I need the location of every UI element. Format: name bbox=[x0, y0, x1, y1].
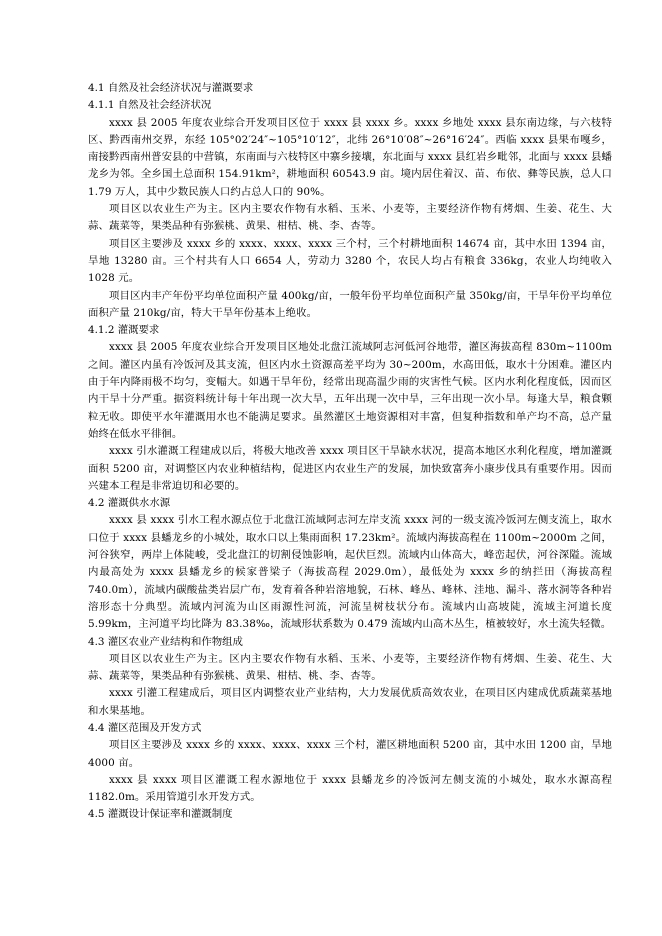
heading-4-2: 4.2 灌溉供水水源 bbox=[88, 497, 171, 510]
para-location: xxxx 县 2005 年度农业综合开发项目区位于 xxxx 县 xxxx 乡。xxxx 乡地处 xxxx 县东南边缘，与六枝特区、黔西南州交界，东经 105°02′24″~105°10′12″，北纬 26°10′08″~26°16′24″。西临 xxxx 县果布嘎乡，南接黔西南州普安县的中营镇，东南面与六枝特区中寨乡接壤，东北面与 xxxx 县红岩乡毗邻，北面与 xxxx 县蟠龙乡为邻。全乡国土总面积 154.91km²，耕地面积 60543.9 亩。境内居住着汉、苗、布依、彝等民族，总人口 1.79 万人，其中少数民族人口约占总人口的 90%。 bbox=[88, 116, 612, 198]
para-crops: 项目区以农业生产为主。区内主要农作物有水稻、玉米、小麦等，主要经济作物有烤烟、生姜、花生、大蒜、蔬菜等，果类品种有弥猴桃、黄果、柑桔、桃、李、杏等。 bbox=[88, 652, 612, 683]
para-scope: 项目区主要涉及 xxxx 乡的 xxxx、xxxx、xxxx 三个村，灌区耕地面积 5200 亩，其中水田 1200 亩，旱地 4000 亩。 bbox=[88, 739, 612, 769]
para-irrigation-need: xxxx 县 2005 年度农业综合开发项目区地处北盘江流域阿志河低河谷地带，灌区海拔高程 830m~1100m 之间。灌区内虽有冷饭河及其支流，但区内水土资源高差平均为 30~200m，水高田低，取水十分困难。灌区内由于年内降雨极不均匀，变幅大。如遇干旱年份，经常出现高温少雨的灾害性气候。区内水利化程度低，因而区内干旱十分严重。据资料统计每十年出现一次大旱，五年出现一次中旱，三年出现一次小旱。每逢大旱，粮食颗粒无收。即使平水年灌溉用水也不能满足要求。虽然灌区土地资源相对丰富，但复种指数和单产均不高，总产量始终在低水平徘徊。 bbox=[88, 341, 612, 440]
para-structure: xxxx 引灌工程建成后，项目区内调整农业产业结构，大力发展优质高效农业，在项目区内建成优质蔬菜基地和水果基地。 bbox=[88, 687, 612, 717]
heading-4-1: 4.1 自然及社会经济状况与灌溉要求 bbox=[88, 82, 254, 94]
para-project-benefit: xxxx 引水灌溉工程建成以后，将极大地改善 xxxx 项目区干旱缺水状况，提高本地区水利化程度，增加灌溉面积 5200 亩，对调整区内农业种植结构，促进区内农业生产的发展，加快致富奔小康步伐具有重要作用。因而兴建本工程是非常迫切和必要的。 bbox=[88, 445, 612, 492]
para-water-source: xxxx 县 xxxx 引水工程水源点位于北盘江流域阿志河左岸支流 xxxx 河的一级支流冷饭河左侧支流上，取水口位于 xxxx 县蟠龙乡的小城处，取水口以上集雨面积 17.23km²。流域内海拔高程在 1100m~2000m 之间，河谷狭窄，两岸上体陡峻，受北盘江的切割侵蚀影响，起伏巨烈。流域内山体高大，峰峦起伏，河谷深隘。流域内最高处为 xxxx 县蟠龙乡的候家普梁子（海拔高程 2029.0m），最低处为 xxxx 乡的纳拦田（海拔高程 740.0m），流域内碳酸盐类岩层广布，发育着各种岩溶地貌，石林、峰丛、峰林、洼地、漏斗、落水洞等各种岩溶形态十分典型。流域内河流为山区雨源性河流，河流呈树枝状分布。流域内山高坡陡，流域主河道长度 5.99km，主河道平均比降为 83.38‰，流域形状系数为 0.479 流域内山高木丛生，植被较好，水土流失轻微。 bbox=[88, 514, 612, 631]
para-agriculture: 项目区以农业生产为主。区内主要农作物有水稻、玉米、小麦等，主要经济作物有烤烟、生姜、花生、大蒜、蔬菜等，果类品种有弥猴桃、黄果、柑桔、桃、李、杏等。 bbox=[88, 203, 612, 233]
para-villages: 项目区主要涉及 xxxx 乡的 xxxx、xxxx、xxxx 三个村，三个村耕地面积 14674 亩，其中水田 1394 亩，旱地 13280 亩。三个村共有人口 6654 人，劳动力 3280 个，农民人均占有粮食 336kg，农业人均纯收入 1028 元。 bbox=[88, 237, 612, 285]
heading-4-5: 4.5 灌溉设计保证率和灌溉制度 bbox=[88, 808, 233, 821]
heading-4-1-1: 4.1.1 自然及社会经济状况 bbox=[88, 99, 212, 112]
para-yield: 项目区内丰产年份平均单位面积产量 400kg/亩，一般年份平均单位面积产量 350kg/亩，干旱年份平均单位面积产量 210kg/亩，特大干旱年份基本上绝收。 bbox=[88, 289, 612, 319]
para-intake: xxxx 县 xxxx 项目区灌溉工程水源地位于 xxxx 县蟠龙乡的冷饭河左侧支流的小城处，取水水源高程 1182.0m。采用管道引水开发方式。 bbox=[88, 773, 612, 804]
heading-4-3: 4.3 灌区农业产业结构和作物组成 bbox=[88, 635, 243, 648]
heading-4-1-2: 4.1.2 灌溉要求 bbox=[88, 324, 160, 337]
heading-4-4: 4.4 灌区范围及开发方式 bbox=[88, 721, 202, 734]
